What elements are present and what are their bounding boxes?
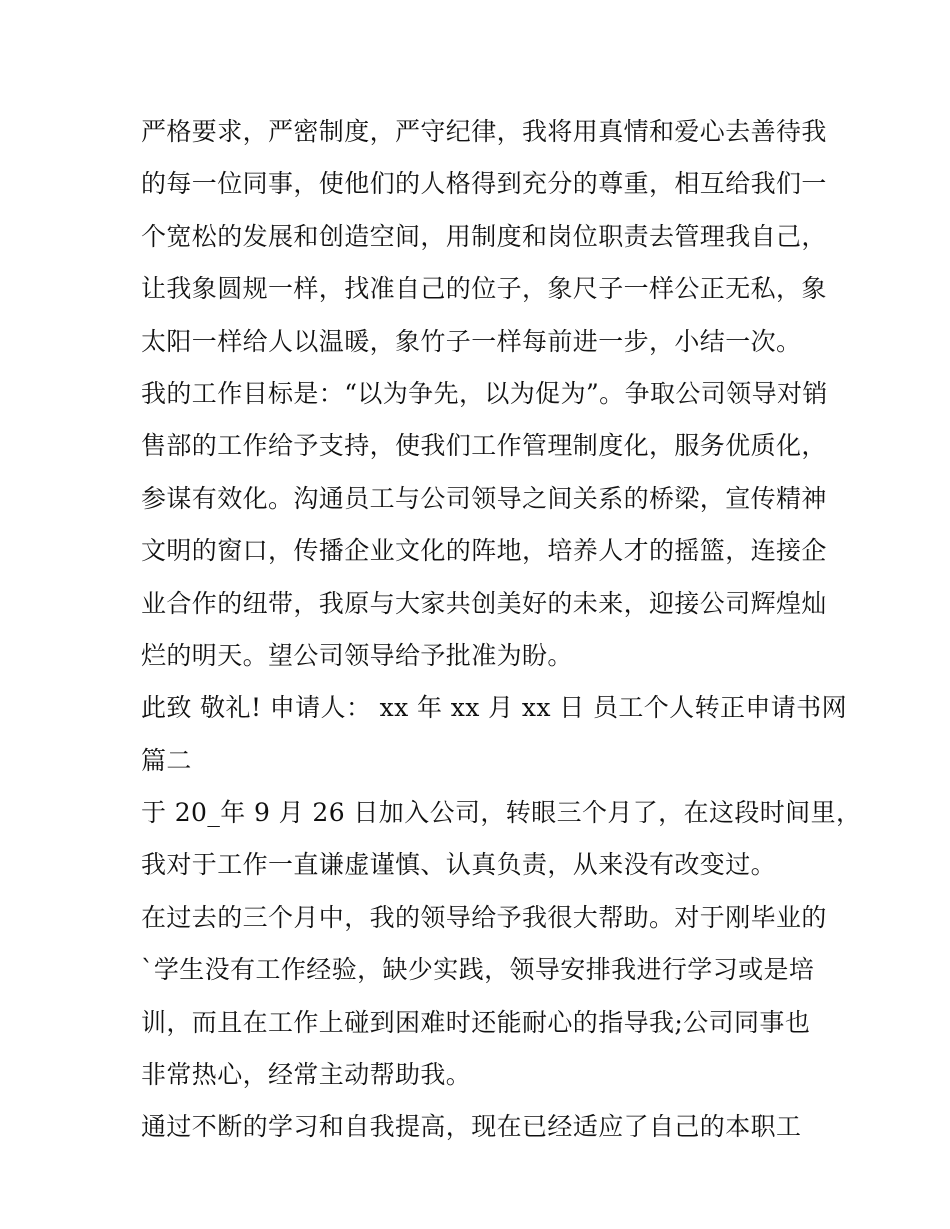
- text-line: 文明的窗口，传播企业文化的阵地，培养人才的摇篮，连接企: [141, 536, 827, 566]
- text-line: 训，而且在工作上碰到困难时还能耐心的指导我;公司同事也: [141, 1007, 811, 1037]
- text-line: 烂的明天。望公司领导给予批准为盼。: [141, 640, 573, 670]
- text-line: 我的工作目标是：“以为争先，以为促为”。争取公司领导对销: [141, 378, 828, 408]
- text-line: 业合作的纽带，我原与大家共创美好的未来，迎接公司辉煌灿: [141, 588, 827, 618]
- text-line: 售部的工作给予支持，使我们工作管理制度化，服务优质化，: [141, 431, 827, 461]
- closing-line: 此致 敬礼! 申请人： xx 年 xx 月 xx 日 员工个人转正申请书网: [141, 693, 847, 723]
- text-line: 的每一位同事，使他们的人格得到充分的尊重，相互给我们一: [141, 169, 827, 199]
- text-line: 于 20_年 9 月 26 日加入公司，转眼三个月了，在这段时间里，: [141, 798, 862, 828]
- text-line: 我对于工作一直谦虚谨慎、认真负责，从来没有改变过。: [141, 850, 777, 880]
- text-line: `学生没有工作经验，缺少实践，领导安排我进行学习或是培: [141, 955, 815, 985]
- text-line: 在过去的三个月中，我的领导给予我很大帮助。对于刚毕业的: [141, 902, 827, 932]
- text-line: 个宽松的发展和创造空间，用制度和岗位职责去管理我自己，: [141, 221, 827, 251]
- text-line: 严格要求，严密制度，严守纪律，我将用真情和爱心去善待我: [141, 117, 827, 146]
- text-line: 非常热心，经常主动帮助我。: [141, 1060, 472, 1090]
- text-line: 让我象圆规一样，找准自己的位子，象尺子一样公正无私，象: [141, 274, 827, 304]
- text-line: 通过不断的学习和自我提高，现在已经适应了自己的本职工: [141, 1112, 802, 1142]
- text-line: 太阳一样给人以温暖，象竹子一样每前进一步，小结一次。: [141, 326, 802, 356]
- text-line: 参谋有效化。沟通员工与公司领导之间关系的桥梁，宣传精神: [141, 483, 827, 513]
- document-body: [141, 106, 862, 1154]
- section-heading: 篇二: [141, 745, 192, 775]
